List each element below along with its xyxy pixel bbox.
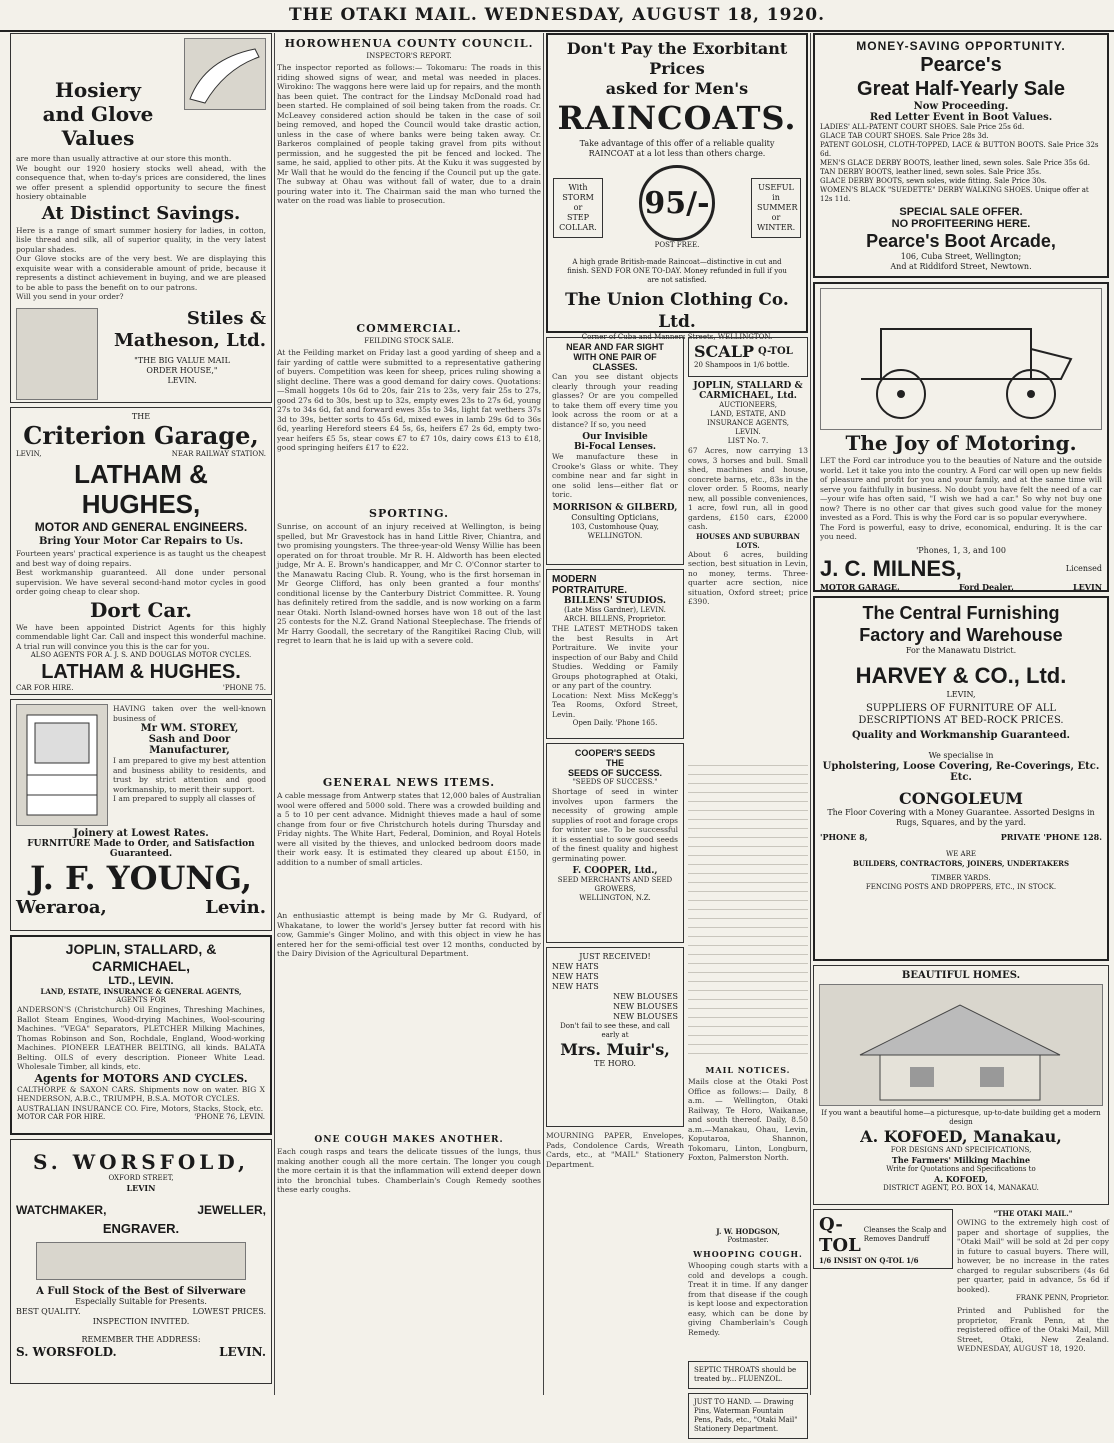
billens-open: Open Daily. 'Phone 165. bbox=[572, 719, 658, 727]
billens-late: (Late Miss Gardner), LEVIN. bbox=[564, 606, 666, 614]
otaki-body: An enthusiastic attempt is being made by Mr G. Rudyard, of Whakatane, to lower the world's Jersey butter fat record with his cow, Gammie's Ginger Molino, and with this object in view he has entered her for the semi-official test over 12 months, conducted by the Dairy Division of the Agricultural Department. bbox=[277, 911, 541, 958]
union-left3: or bbox=[573, 202, 583, 212]
young-ad bbox=[10, 699, 272, 931]
pearce-arcade: Pearce's Boot Arcade, bbox=[866, 231, 1056, 251]
kofoed-agent: DISTRICT AGENT, P.O. BOX 14, MANAKAU. bbox=[883, 1184, 1039, 1192]
morrison-ad bbox=[546, 337, 684, 565]
masthead: THE OTAKI MAIL. WEDNESDAY, AUGUST 18, 1920. bbox=[0, 0, 1114, 32]
scalp-sub: 20 Shampoos in 1/6 bottle. bbox=[694, 361, 790, 369]
ford-car-illustration bbox=[820, 288, 1102, 430]
morrison-name: MORRISON & GILBERD, bbox=[552, 502, 678, 513]
billens-location: Location: Next Miss McKegg's Tea Rooms, Oxford Street, Levin. bbox=[552, 690, 678, 719]
lady-illustration bbox=[16, 308, 98, 400]
scalp-ad bbox=[688, 337, 808, 377]
mailnote-title: "THE OTAKI MAIL." bbox=[993, 1209, 1073, 1218]
mourning-text: MOURNING PAPER, Envelopes, Pads, Condolence Cards, Wreath Cards, etc., at "MAIL" Stationery Department. bbox=[546, 1131, 684, 1169]
muir-name: Mrs. Muir's, bbox=[560, 1040, 670, 1059]
milnes-name: J. C. MILNES, bbox=[820, 555, 962, 581]
muir-town: TE HORO. bbox=[594, 1059, 636, 1068]
young-p2: Mr WM. STOREY, bbox=[140, 723, 239, 734]
young-p5: I am prepared to supply all classes of bbox=[113, 794, 256, 803]
muir-received: JUST RECEIVED! bbox=[579, 952, 651, 961]
pearce-item-1: LADIES' ALL-PATENT COURT SHOES. Sale Price 25s 6d. bbox=[820, 123, 1025, 131]
criterion-exp: Fourteen years' practical experience is as taught us the cheapest and best way of doing repairs. bbox=[16, 549, 266, 568]
stiles-body3: Our Glove stocks are of the very best. We are displaying this exquisite wear with a considerable amount of pride, because it represents a distinct achievement in buying, and we are pleased to be able to pass the benefit on to our patrons. bbox=[16, 254, 266, 292]
criterion-name: Criterion Garage, bbox=[23, 421, 259, 450]
union-address: Corner of Cuba and Manners Streets, WELLINGTON. bbox=[581, 333, 773, 341]
council-body: The inspector reported as follows:— Tokomaru: The roads in this riding showed signs of wear, and metal was needed in places. Wirokino: The waggons here were laid up for repairs, and the month has been quiet. The contract for the Lindsay McDonald road had been started. He complained of soil being taken from the roads. Cr. McLeavey considered action should be taken in the case of soil being removed, and hoped the Council would take drastic action, unless in the case of where banks were being taken away. Cr. Barkeros complained of people taking gravel from pits without permission, and he suggested the pit be fenced and locked. The same, he said, applied to other pits. At the Kuku it was suggested by Mr Wall that he would do the fencing if the Council put up the gate. The subway at Ohau was without fall of water, due to a drain pouring water into it. The Chairman said the man who turned the water on the road was liable to prosecution. bbox=[277, 63, 541, 205]
joplin2-body: 67 Acres, now carrying 13 cows, 3 horses and bull. Small shed, machines and house, concrete barns, etc., 83s in the clover order. 5 Rooms, nearly new, all possible conveniences, 1 acre, fowl run, all in good gardens, £150 cars, £2000 cash. bbox=[688, 446, 808, 531]
criterion-car: Dort Car. bbox=[90, 597, 192, 622]
worsfold-invited: INSPECTION INVITED. bbox=[92, 1317, 190, 1326]
dresser-illustration bbox=[16, 704, 108, 826]
justhand-ad: JUST TO HAND. — Drawing Pins, Waterman Fountain Pens, Pads, etc., "Otaki Mail" Stationery Department. bbox=[688, 1393, 808, 1439]
harvey-floor: The Floor Covering with a Money Guarantee. Assorted Designs in Rugs, Squares, and by the yard. bbox=[827, 808, 1095, 827]
column-3 bbox=[546, 33, 808, 1433]
scalp-word: SCALP bbox=[694, 342, 754, 361]
pearce-item-6: GLACE DERBY BOOTS, sewn soles, wide fitting. Sale Price 30s. bbox=[820, 177, 1047, 185]
sporting-body: Sunrise, on account of an injury received at Wellington, is being spelled, but Mr Gravestock has in hand Little River, Chiantra, and two promising youngsters. The three-year-old Wensy Willie has been operated on for throat trouble. Mr R. H. Aldworth has been elected judge, Mr A. E. Brown's handicapper, and Mr C. O'Connor starter to the Manawatu Racing Club. R. Young, who is the first horseman in Mr George Clifford, has only been granted a four months' conditional license by the Canterbury District Committee. R. Young has definitely retired from the saddle, and is now working on a farm near Otaki. North Island-owned horses have won 18 out of the last 25 contests for the N.Z. Grand National Steeplechase. The friends of Mr Harry Goodall, the secretary of the Rangitikei Racing Club, will regret to learn that he is laid up with a severe cold. bbox=[277, 522, 541, 645]
worsfold-remember: REMEMBER THE ADDRESS: bbox=[81, 1335, 201, 1344]
harvey-title1: The Central Furnishing bbox=[862, 603, 1060, 623]
mail-notices-sign: J. W. HODGSON, bbox=[716, 1227, 780, 1236]
young-p6: Joinery at Lowest Rates. bbox=[73, 828, 209, 839]
harvey-name: HARVEY & CO., Ltd. bbox=[855, 663, 1067, 688]
pearce-top: MONEY-SAVING OPPORTUNITY. bbox=[856, 39, 1066, 53]
criterion-slogan: Bring Your Motor Car Repairs to Us. bbox=[38, 536, 244, 547]
harvey-weare: WE ARE bbox=[946, 850, 976, 858]
worsfold-trade1: WATCHMAKER, bbox=[16, 1203, 107, 1217]
stiles-name1: Stiles & bbox=[186, 307, 266, 329]
pearce-noprofit: NO PROFITEERING HERE. bbox=[891, 218, 1031, 230]
joplin-agents: Agents for MOTORS AND CYCLES. bbox=[34, 1071, 248, 1085]
stiles-body1: We bought our 1920 hosiery stocks well ahead, with the consequence that, when to-day's prices are considered, the lines we offer present a splendid opportunity to secure the finest hosiery obtainable bbox=[16, 163, 266, 201]
worsfold-footer-left: S. WORSFOLD. bbox=[16, 1345, 117, 1359]
muir-ad bbox=[546, 947, 684, 1127]
young-p1: HAVING taken over the well-known business of bbox=[113, 704, 266, 723]
harvey-timber: TIMBER YARDS. bbox=[931, 874, 991, 882]
young-name: J. F. YOUNG, bbox=[30, 859, 252, 897]
cooper-city: WELLINGTON, N.Z. bbox=[579, 894, 651, 902]
pearce-now: Now Proceeding. bbox=[913, 101, 1009, 112]
billens-body: THE LATEST METHODS taken the best Results in Art Portraiture. We invite your inspection of our Baby and Child Studies. Wedding or Family Groups photographed at Otaki, or any part of the country. bbox=[552, 624, 678, 690]
joplin-ltd: LTD., LEVIN. bbox=[108, 975, 174, 987]
milnes-body2: The Ford is powerful, easy to drive, economical, enduring. It is the car you need. bbox=[820, 522, 1102, 541]
joplin-line1: LAND, ESTATE, INSURANCE & GENERAL AGENTS, bbox=[40, 987, 242, 996]
muir-call: Don't fail to see these, and call early at bbox=[560, 1022, 670, 1039]
joplin2-ad bbox=[688, 381, 808, 761]
qtol-side: Cleanses the Scalp and Removes Dandruff bbox=[863, 1226, 947, 1243]
milnes-body: LET the Ford car introduce you to the beauties of Nature and the outside world. Let it take you into the country. A Ford car will open up new fields of pleasure and profit for you and your family, and at the same time will serve you faithfully in business. No doubt you have felt the need of a car—your wife has often said, "I wish we had a car." So why not buy one now? There is no other car that gives such good value for the money invested as a Ford. This is why the Ford car is so popular everywhere. bbox=[820, 456, 1102, 522]
union-offer: Take advantage of this offer of a reliable quality RAINCOAT at a lot less than others charge. bbox=[579, 139, 775, 158]
criterion-guarantee: Best workmanship guaranteed. All done under personal supervision. We have several second-hand motor cycles in good order going cheap to clear shop. bbox=[16, 568, 266, 596]
pearce-item-3: PATENT GOLOSH, CLOTH-TOPPED, LACE & BUTTON BOOTS. Sale Price 32s 6d. bbox=[820, 141, 1099, 158]
muir-blouse-2: NEW BLOUSES bbox=[613, 1002, 678, 1011]
billens-prop: ARCH. BILLENS, Proprietor. bbox=[564, 615, 666, 623]
cooper-title3: SEEDS OF SUCCESS. bbox=[567, 768, 663, 778]
septic-ad: SEPTIC THROATS should be treated by... FLUENZOL. bbox=[688, 1361, 808, 1389]
milnes-phones: 'Phones, 1, 3, and 100 bbox=[916, 545, 1006, 555]
cooper-trade: SEED MERCHANTS AND SEED GROWERS, bbox=[557, 876, 673, 893]
criterion-hire: CAR FOR HIRE. bbox=[16, 684, 74, 692]
union-left1: With bbox=[568, 182, 588, 192]
morrison-title3: CLASSES. bbox=[592, 362, 638, 372]
milnes-town: LEVIN bbox=[1073, 581, 1102, 592]
milnes-title: The Joy of Motoring. bbox=[845, 431, 1077, 455]
kofoed-plant: The Farmers' Milking Machine bbox=[891, 1155, 1031, 1165]
mailnote-sign: FRANK PENN, Proprietor. bbox=[1015, 1294, 1109, 1302]
column-rule bbox=[543, 33, 544, 1395]
joplin2-heading2: HOUSES AND SUBURBAN LOTS. bbox=[696, 531, 800, 550]
union-name: The Union Clothing Co. Ltd. bbox=[565, 290, 789, 332]
mailnote-body: OWING to the extremely high cost of paper and shortage of supplies, the "Otaki Mail" will be sold at 2d per copy in future to casual buyers. There will, however, be no increase in the rates charged to regular subscribers (4s 6d per quarter, paid in advance, 5s 6d if booked). bbox=[957, 1218, 1109, 1294]
harvey-ad bbox=[813, 596, 1109, 961]
stiles-name2: Matheson, Ltd. bbox=[113, 329, 266, 351]
kofoed-name: A. KOFOED, Manakau, bbox=[860, 1127, 1062, 1146]
mail-notices-title: MAIL NOTICES. bbox=[705, 1065, 791, 1075]
billens-title1: MODERN bbox=[552, 574, 597, 585]
joplin2-list: LIST No. 7. bbox=[727, 437, 769, 445]
worsfold-name: S. WORSFOLD, bbox=[33, 1150, 249, 1174]
whooping-title: WHOOPING COUGH. bbox=[693, 1249, 803, 1259]
criterion-trade: MOTOR AND GENERAL ENGINEERS. bbox=[34, 520, 248, 534]
worsfold-trade2: JEWELLER, bbox=[197, 1203, 266, 1217]
young-p7: FURNITURE Made to Order, and Satisfaction Guaranteed. bbox=[27, 839, 255, 859]
cough-body: Each cough rasps and tears the delicate tissues of the lungs, thus making another cough all the more certain. The longer you cough the more certain it is that the inflammation will extend deeper down into the bronchial tubes. Chamberlain's Cough Remedy soothes these early coughs. bbox=[277, 1147, 541, 1194]
joplin2-trade: AUCTIONEERS, bbox=[719, 401, 777, 409]
commercial-body: At the Feilding market on Friday last a good yarding of sheep and a fair yarding of cattle were submitted to a representative gathering of buyers. Competition was keen for sheep, prices ruling showing a slight decline. There was a good demand for dairy cows. Quotations:—Small hoggets 10s 6d to 20s, fair 21s to 23s, very fair 25s to 27s, good 27s 6d to 30s, best up to 32s, empty ewes 23s to 27s 6d, young 27s to 34s 6d, fat and forward ewes 35s to 34s, light fat wethers 37s 3d to 39s, better sorts to 45s 6d, mixed ewes in lamb 29s 6d to 36s 6d, yearling Hereford steers £4 5s, 6s, heifers £7 2s 6d, empty two-year heifers £5 5s, stear cows £7 to £7 10s, dairy cows £13 to £18, good springing heifers £17 to £22. bbox=[277, 348, 541, 452]
joplin-cars: CALTHORPE & SAXON CARS. Shipments now on water. BIG X HENDERSON, A.B.C., TRIUMPH, B.S.A. MOTOR CYCLES. bbox=[17, 1084, 265, 1103]
pearce-ad bbox=[813, 33, 1109, 278]
worsfold-suitable: Especially Suitable for Presents. bbox=[75, 1297, 207, 1306]
joplin-insurance: AUSTRALIAN INSURANCE CO. Fire, Motors, Stacks, Stock, etc. bbox=[17, 1103, 264, 1113]
silverware-illustration bbox=[36, 1242, 246, 1280]
cooper-body: Shortage of seed in winter involves upon farmers the necessity of growing ample supplies of root and forage crops for winter use. To be successful it is essential to sow good seeds of the finest quality and highest germinating power. bbox=[552, 787, 678, 863]
cooper-ad bbox=[546, 743, 684, 943]
stiles-intro: are more than usually attractive at our store this month. bbox=[16, 154, 232, 163]
criterion-the: THE bbox=[131, 412, 151, 421]
stiles-title1: Hosiery bbox=[55, 78, 141, 102]
council-title: HOROWHENUA COUNTY COUNCIL. bbox=[284, 37, 534, 50]
muir-blouse-1: NEW BLOUSES bbox=[613, 992, 678, 1001]
column-1 bbox=[10, 33, 272, 1395]
union-price: 95/- bbox=[639, 165, 715, 241]
kofoed-designs: FOR DESIGNS AND SPECIFICATIONS, bbox=[890, 1146, 1032, 1154]
worsfold-town: LEVIN bbox=[126, 1183, 156, 1193]
harvey-specialise: We specialise in bbox=[928, 751, 994, 760]
joplin-line2: AGENTS FOR bbox=[116, 996, 166, 1004]
cooper-title1: COOPER'S SEEDS bbox=[574, 748, 656, 758]
joplin2-line: LAND, ESTATE, AND INSURANCE AGENTS, bbox=[706, 410, 790, 427]
listings-filler bbox=[688, 761, 808, 1061]
milnes-ad bbox=[813, 282, 1109, 592]
union-desc: A high grade British-made Raincoat—distinctive in cut and finish. SEND FOR ONE TO-DAY. Money refunded in full if you are not satisfied. bbox=[567, 258, 787, 284]
morrison-title1: NEAR AND FAR SIGHT bbox=[566, 342, 664, 352]
stiles-tag2: ORDER HOUSE," bbox=[146, 365, 218, 375]
young-left: Weraroa, bbox=[16, 897, 107, 918]
morrison-product2: Bi-Focal Lenses. bbox=[573, 442, 657, 452]
morrison-trade: Consulting Opticians, bbox=[571, 512, 659, 522]
pearce-special: SPECIAL SALE OFFER. bbox=[899, 206, 1023, 218]
whooping-body: Whooping cough starts with a cold and develops a cough. Treat it in time. If any danger from that disease if the cough is kept loose and expectoration easy, which can be done by giving Chamberlain's Cough Remedy. bbox=[688, 1261, 808, 1337]
joplin-body: ANDERSON'S (Christchurch) Oil Engines, Threshing Machines, Ballot Steam Engines, Wood-drying Machines, Wool-scouring Machines. "VEGA" Separators, PLETCHER Milking Machines, Thomas Robinson and Son, Rochdale, England, Wood-working Machines. PIONEER LEATHER BELTING, all kinds. BALATA Belting. OILS of every description. Pioneer White Lead. Wholesale Timber, all kinds, etc. bbox=[17, 1005, 265, 1071]
harvey-town: LEVIN, bbox=[946, 690, 976, 699]
imprint-text: Printed and Published for the proprietor, Frank Penn, at the registered office of the Otaki Mail, Mill Street, Otaki, New Zealand. WEDNESDAY, AUGUST 18, 1920. bbox=[957, 1306, 1109, 1353]
young-right: Levin. bbox=[205, 897, 266, 918]
scalp-brand: Q-TOL bbox=[757, 346, 793, 357]
pearce-name: Pearce's bbox=[920, 54, 1002, 76]
kofoed-want: If you want a beautiful home—a picturesque, up-to-date building get a modern design bbox=[821, 1109, 1101, 1126]
mail-notices-body: Mails close at the Otaki Post Office as follows:— Daily, 8 a.m. — Wellington, Otaki Railway, Te Horo, Waikanae, and south thereof. Daily, 8.50 a.m.—Manakau, Ohau, Levin, Koputaroa, Shannon, Tokomaru, Linton, Longburn, Foxton, Palmerston North. bbox=[688, 1077, 808, 1162]
milnes-garage: MOTOR GARAGE, bbox=[820, 581, 900, 592]
union-right2: in bbox=[772, 192, 780, 202]
pearce-address2: And at Riddiford Street, Newtown. bbox=[890, 262, 1032, 271]
union-line2: asked for Men's bbox=[605, 79, 749, 98]
joplin2-body2: About 6 acres, building section, best situation in Levin, no money, terms. Three-quarter acre section, nice situation, Oxford street; price £390. bbox=[688, 549, 808, 606]
young-p4: I am prepared to give my best attention and business ability to residents, and trust by strict attention and good workmanship, to merit their support. bbox=[113, 756, 266, 794]
joplin-phone: 'PHONE 76, LEVIN. bbox=[194, 1113, 265, 1121]
muir-blouse-3: NEW BLOUSES bbox=[613, 1012, 678, 1021]
criterion-phone: 'PHONE 75. bbox=[222, 684, 266, 692]
morrison-title2: WITH ONE PAIR OF bbox=[573, 352, 657, 362]
joplin-name: JOPLIN, STALLARD, & CARMICHAEL, bbox=[65, 941, 217, 974]
stiles-title2: and Glove Values bbox=[42, 102, 154, 150]
worsfold-trade3: ENGRAVER. bbox=[102, 1221, 180, 1236]
worsfold-stock: A Full Stock of the Best of Silverware bbox=[36, 1286, 246, 1297]
young-p3: Sash and Door Manufacturer, bbox=[148, 734, 231, 756]
worsfold-street: OXFORD STREET, bbox=[108, 1174, 174, 1182]
morrison-body: Can you see distant objects clearly through your reading glasses? Or are you compelled to take them off every time you look across the room or at a distance? If so, you need bbox=[552, 372, 678, 429]
qtol-insist: 1/6 INSIST ON Q-TOL 1/6 bbox=[819, 1256, 919, 1265]
muir-hat-3: NEW HATS bbox=[552, 982, 599, 991]
sporting-title: SPORTING. bbox=[369, 507, 449, 520]
morrison-address: 103, Customhouse Quay, WELLINGTON. bbox=[571, 522, 659, 540]
milnes-licensed: Licensed bbox=[1065, 563, 1102, 573]
union-big: RAINCOATS. bbox=[557, 99, 797, 137]
pearce-item-4: MEN'S GLACE DERBY BOOTS, leather lined, sewn soles. Sale Price 35s 6d. bbox=[820, 159, 1090, 167]
qtol-ad bbox=[813, 1209, 953, 1269]
criterion-also: ALSO AGENTS FOR A. J. S. AND DOUGLAS MOTOR CYCLES. bbox=[30, 651, 252, 659]
worsfold-prices: LOWEST PRICES. bbox=[192, 1307, 266, 1316]
criterion-footer: LATHAM & HUGHES. bbox=[41, 661, 241, 683]
harvey-specialties: Upholstering, Loose Covering, Re-Coverings, Etc. Etc. bbox=[822, 761, 1100, 783]
stiles-town: LEVIN. bbox=[167, 375, 197, 385]
pearce-item-7: WOMEN'S BLACK "SUEDETTE" DERBY WALKING SHOES. Unique offer at 12s 11d. bbox=[820, 186, 1089, 203]
harvey-title2: Factory and Warehouse bbox=[859, 625, 1063, 645]
union-line1: Don't Pay the Exorbitant Prices bbox=[566, 39, 788, 78]
criterion-ad bbox=[10, 407, 272, 695]
joplin-hire: MOTOR CAR FOR HIRE. bbox=[17, 1113, 106, 1121]
general-title: GENERAL NEWS ITEMS. bbox=[322, 776, 496, 789]
pearce-sale: Great Half-Yearly Sale bbox=[857, 78, 1065, 100]
stiles-tag1: "THE BIG VALUE MAIL bbox=[134, 355, 230, 365]
union-right5: WINTER. bbox=[757, 222, 796, 232]
billens-title2: PORTRAITURE. bbox=[552, 585, 627, 596]
council-sub: INSPECTOR'S REPORT. bbox=[366, 52, 452, 60]
criterion-loc-right: NEAR RAILWAY STATION. bbox=[171, 450, 266, 458]
criterion-owners: LATHAM & HUGHES, bbox=[74, 459, 208, 519]
muir-hat-1: NEW HATS bbox=[552, 962, 599, 971]
cooper-title2: THE bbox=[606, 758, 624, 768]
kofoed-ad bbox=[813, 965, 1109, 1205]
cooper-sub: "SEEDS OF SUCCESS." bbox=[572, 778, 658, 786]
harvey-phone2: PRIVATE 'PHONE 128. bbox=[1000, 832, 1102, 842]
harvey-fencing: FENCING POSTS AND DROPPERS, ETC., IN STOCK. bbox=[865, 883, 1057, 891]
worsfold-quality: BEST QUALITY. bbox=[16, 1307, 81, 1316]
union-left4: STEP bbox=[566, 212, 590, 222]
stiles-question: Will you send in your order? bbox=[16, 292, 124, 301]
harvey-quality: Quality and Workmanship Guaranteed. bbox=[851, 730, 1071, 741]
criterion-loc-left: LEVIN, bbox=[16, 450, 42, 458]
qtol-brand: Q-TOL bbox=[819, 1214, 861, 1256]
joplin2-name: JOPLIN, STALLARD & CARMICHAEL, Ltd. bbox=[693, 381, 803, 401]
union-right3: SUMMER bbox=[757, 202, 798, 212]
harvey-phone1: 'PHONE 8, bbox=[820, 832, 868, 842]
column-2 bbox=[277, 33, 541, 1395]
worsfold-ad bbox=[10, 1139, 272, 1384]
column-4 bbox=[813, 33, 1109, 1395]
muir-hat-2: NEW HATS bbox=[552, 972, 599, 981]
harvey-for: For the Manawatu District. bbox=[905, 646, 1017, 655]
column-rule bbox=[274, 33, 275, 1395]
stiles-body2: Here is a range of smart summer hosiery for ladies, in cotton, lisle thread and silk, all of superior quality, in the very latest popular shades. bbox=[16, 225, 266, 254]
kofoed-title: BEAUTIFUL HOMES. bbox=[901, 970, 1021, 981]
union-right1: USEFUL bbox=[758, 182, 794, 192]
union-right4: or bbox=[771, 212, 781, 222]
glove-illustration bbox=[184, 38, 266, 110]
stiles-subtitle: At Distinct Savings. bbox=[41, 202, 241, 224]
morrison-body2: We manufacture these in Crooke's Glass or white. They combine near and far sight in one solid lens—either flat or toric. bbox=[552, 452, 678, 499]
column-rule bbox=[810, 33, 811, 1395]
cough-title: ONE COUGH MAKES ANOTHER. bbox=[314, 1135, 504, 1145]
union-left5: COLLAR. bbox=[559, 222, 597, 232]
harvey-suppliers: SUPPLIERS OF FURNITURE OF ALL DESCRIPTIONS AT BED-ROCK PRICES. bbox=[858, 703, 1064, 726]
commercial-sub: FEILDING STOCK SALE. bbox=[364, 337, 454, 345]
joplin-ad bbox=[10, 935, 272, 1135]
kofoed-write: Write for Quotations and Specifications to bbox=[886, 1165, 1036, 1173]
pearce-item-2: GLACE TAB COURT SHOES. Sale Price 28s 3d. bbox=[820, 132, 989, 140]
joplin2-town: LEVIN. bbox=[735, 428, 761, 436]
harvey-congoleum: CONGOLEUM bbox=[898, 789, 1023, 808]
general-body: A cable message from Antwerp states that 12,000 bales of Australian wool were offered and 5000 sold. There was a crowded building and a 5 to 10 per cent advance. Midnight thieves made a haul of some change from four or five Christchurch hotels during Thursday and Friday nights. The White Hart, Federal, Dominion, and Royal Hotels were all visited by the thieves, and unlocked bedroom doors made their work easy. It is estimated they cleared up about £150, in addition to a number of small articles. bbox=[277, 791, 541, 867]
pearce-address1: 106, Cuba Street, Wellington; bbox=[900, 252, 1022, 261]
morrison-product1: Our Invisible bbox=[582, 432, 648, 442]
union-ad bbox=[546, 33, 808, 341]
kofoed-sign: A. KOFOED, bbox=[934, 1174, 988, 1184]
milnes-dealer: Ford Dealer, bbox=[958, 581, 1014, 592]
billens-studio: BILLENS' STUDIOS. bbox=[563, 596, 667, 606]
pearce-event: Red Letter Event in Boot Values. bbox=[869, 112, 1053, 123]
billens-ad bbox=[546, 569, 684, 739]
criterion-agents: We have been appointed District Agents for this highly commendable light Car. Call and inspect this wonderful machine. A trial run will convince you this is the car for you. bbox=[16, 622, 266, 651]
harvey-builders: BUILDERS, CONTRACTORS, JOINERS, UNDERTAKERS bbox=[852, 859, 1070, 868]
mail-notices-postmaster: Postmaster. bbox=[727, 1236, 769, 1244]
stiles-ad bbox=[10, 33, 272, 403]
house-illustration bbox=[819, 984, 1103, 1106]
worsfold-footer-right: LEVIN. bbox=[219, 1345, 266, 1359]
cooper-name: F. COOPER, Ltd., bbox=[572, 866, 658, 876]
pearce-item-5: TAN DERBY BOOTS, leather lined, sewn soles. Sale Price 35s. bbox=[820, 168, 1042, 176]
commercial-title: COMMERCIAL. bbox=[356, 322, 462, 335]
union-left2: STORM bbox=[562, 192, 594, 202]
union-post: POST FREE. bbox=[654, 241, 700, 249]
